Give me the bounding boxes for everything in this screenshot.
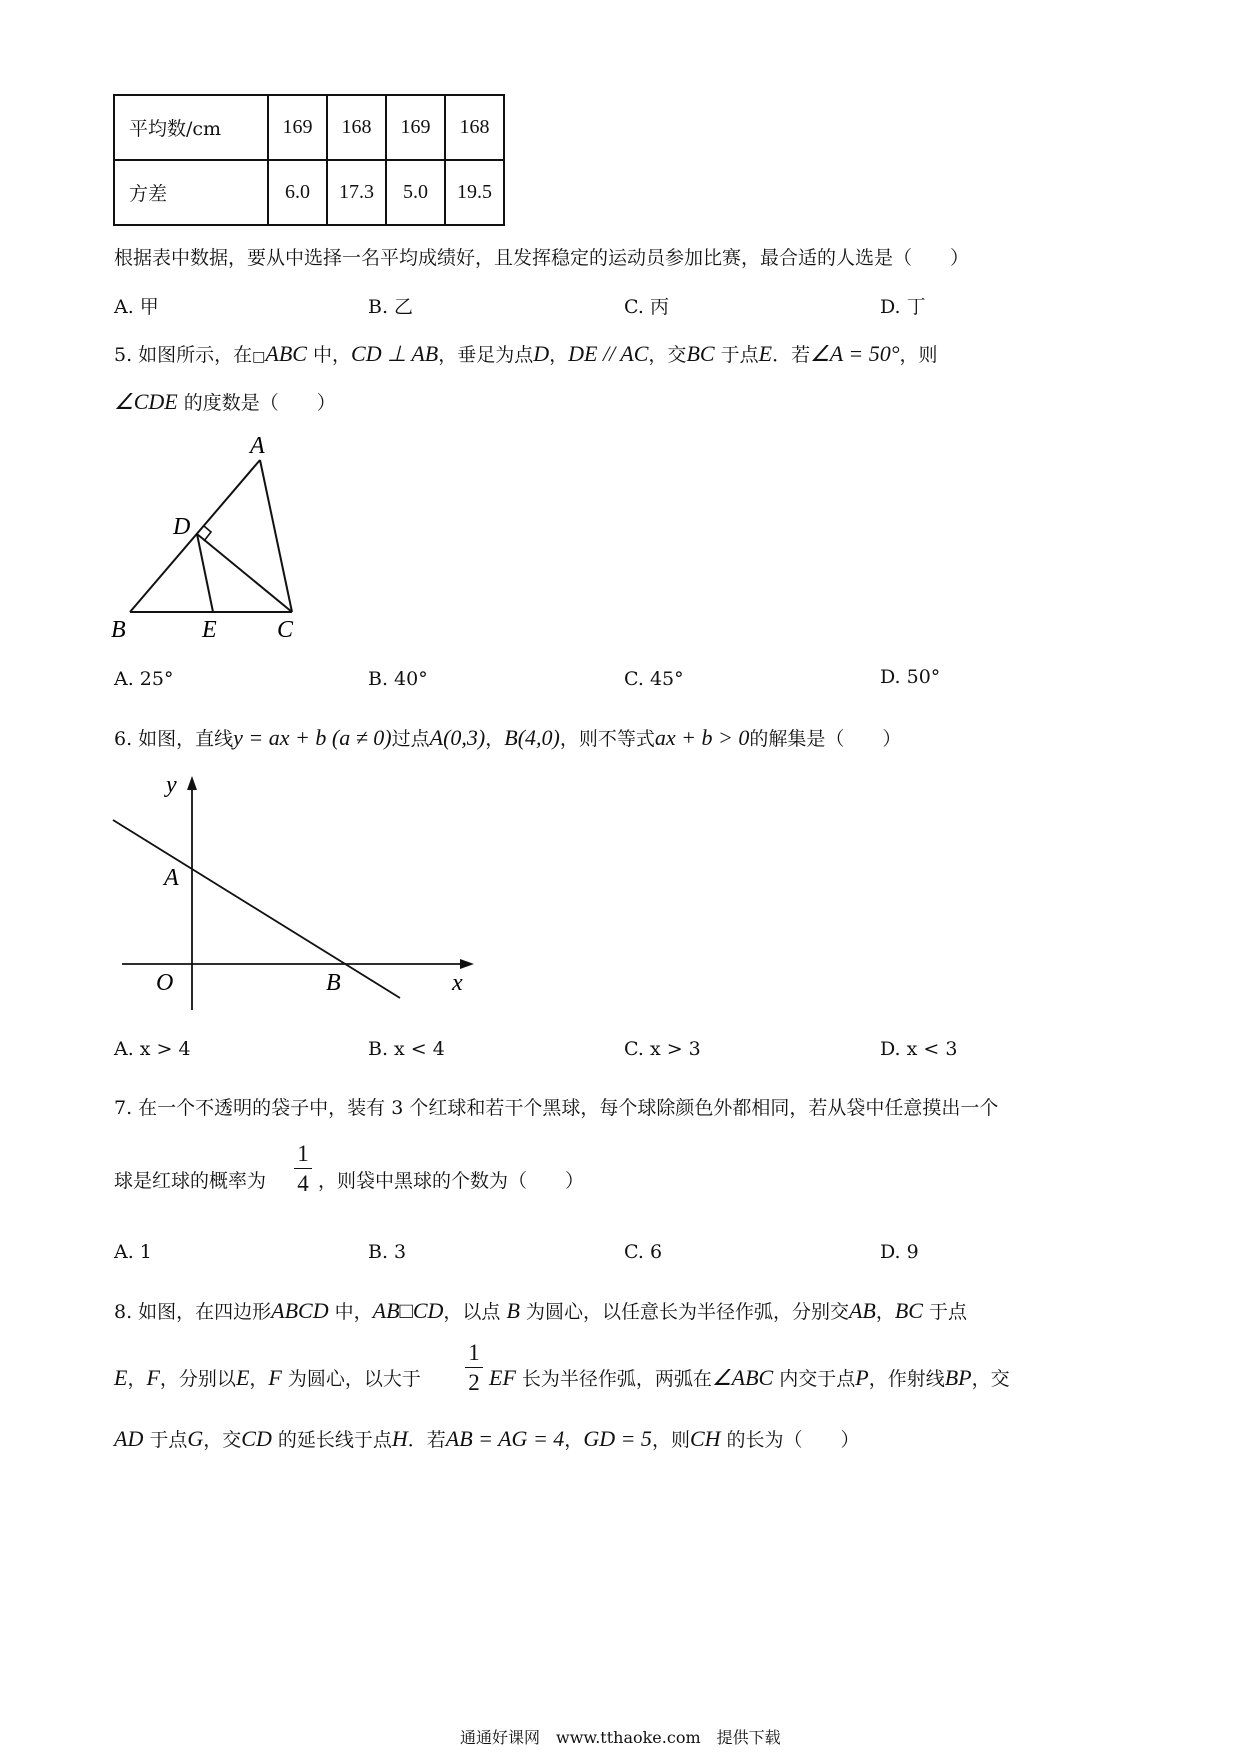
q8-stem-line3: AD 于点G，交CD 的延长线于点H．若AB = AG = 4，GD = 5，则CH 的长为（ ） bbox=[114, 1426, 860, 1451]
table-cell: 168 bbox=[445, 95, 504, 160]
q5-option-a[interactable]: A. 25° bbox=[114, 668, 174, 690]
label-B: B bbox=[111, 617, 126, 643]
q7-stem-line2-a: 球是红球的概率为 bbox=[114, 1170, 267, 1192]
q5-stem-line1: 5. 如图所示，在□ABC 中，CD ⊥ AB，垂足为点D，DE // AC，交BC 于点E．若∠A = 50°，则 bbox=[114, 341, 938, 366]
q7-fraction: 1 4 bbox=[294, 1142, 312, 1195]
q6-option-c[interactable]: C. x > 3 bbox=[624, 1038, 701, 1060]
table-cell: 19.5 bbox=[445, 160, 504, 225]
q5-option-b[interactable]: B. 40° bbox=[368, 668, 428, 690]
stats-table bbox=[113, 94, 505, 226]
q4-option-c[interactable]: C. 丙 bbox=[624, 296, 669, 318]
q8-stem-line2-b: EF 长为半径作弧，两弧在∠ABC 内交于点P，作射线BP，交 bbox=[489, 1365, 1010, 1390]
table-cell: 5.0 bbox=[386, 160, 445, 225]
q8-fraction: 1 2 bbox=[465, 1341, 483, 1394]
q4-option-a[interactable]: A. 甲 bbox=[114, 296, 159, 318]
q7-option-a[interactable]: A. 1 bbox=[114, 1241, 152, 1263]
q4-stem: 根据表中数据，要从中选择一名平均成绩好，且发挥稳定的运动员参加比赛，最合适的人选是（ ） bbox=[114, 247, 970, 269]
table-cell: 169 bbox=[268, 95, 327, 160]
table-cell: 169 bbox=[386, 95, 445, 160]
label-A: A bbox=[164, 865, 179, 891]
q5-option-c[interactable]: C. 45° bbox=[624, 668, 684, 690]
triangle-figure bbox=[105, 430, 315, 645]
table-cell: 17.3 bbox=[327, 160, 386, 225]
q4-option-d[interactable]: D. 丁 bbox=[880, 296, 926, 318]
label-O: O bbox=[156, 970, 174, 996]
q6-option-b[interactable]: B. x < 4 bbox=[368, 1038, 445, 1060]
q7-option-d[interactable]: D. 9 bbox=[880, 1241, 919, 1263]
table-row bbox=[114, 160, 504, 225]
q8-stem-line2-a: E，F，分别以E，F 为圆心，以大于 bbox=[114, 1365, 421, 1390]
label-E: E bbox=[202, 617, 217, 643]
label-x: x bbox=[452, 970, 463, 996]
table-cell: 168 bbox=[327, 95, 386, 160]
q4-option-b[interactable]: B. 乙 bbox=[368, 296, 414, 318]
q6-stem: 6. 如图，直线y = ax + b (a ≠ 0)过点A(0,3)，B(4,0)，则不等式ax + b > 0的解集是（ ） bbox=[114, 725, 902, 750]
q5-option-d[interactable]: D. 50° bbox=[880, 666, 941, 688]
label-B: B bbox=[326, 970, 341, 996]
label-D: D bbox=[173, 514, 191, 540]
q6-option-a[interactable]: A. x > 4 bbox=[114, 1038, 191, 1060]
table-header-variance: 方差 bbox=[114, 160, 268, 225]
q5-stem-line2: ∠CDE 的度数是（ ） bbox=[114, 389, 336, 414]
table-cell: 6.0 bbox=[268, 160, 327, 225]
q8-stem-line1: 8. 如图，在四边形ABCD 中，AB□CD，以点 B 为圆心，以任意长为半径作弧，分别交AB，BC 于点 bbox=[114, 1298, 968, 1323]
q6-option-d[interactable]: D. x < 3 bbox=[880, 1038, 958, 1060]
line-graph-figure bbox=[108, 770, 478, 1020]
q7-option-c[interactable]: C. 6 bbox=[624, 1241, 663, 1263]
page-footer: 通通好课网 www.tthaoke.com 提供下载 bbox=[460, 1728, 781, 1747]
table-row bbox=[114, 95, 504, 160]
label-y: y bbox=[166, 772, 177, 798]
label-C: C bbox=[277, 617, 294, 643]
q7-stem-line1: 7. 在一个不透明的袋子中，装有 3 个红球和若干个黑球，每个球除颜色外都相同，若从袋中任意摸出一个 bbox=[114, 1097, 999, 1119]
q7-option-b[interactable]: B. 3 bbox=[368, 1241, 407, 1263]
q7-stem-line2-b: ，则袋中黑球的个数为（ ） bbox=[318, 1170, 585, 1192]
table-header-mean: 平均数/cm bbox=[114, 95, 268, 160]
label-A: A bbox=[250, 433, 265, 459]
